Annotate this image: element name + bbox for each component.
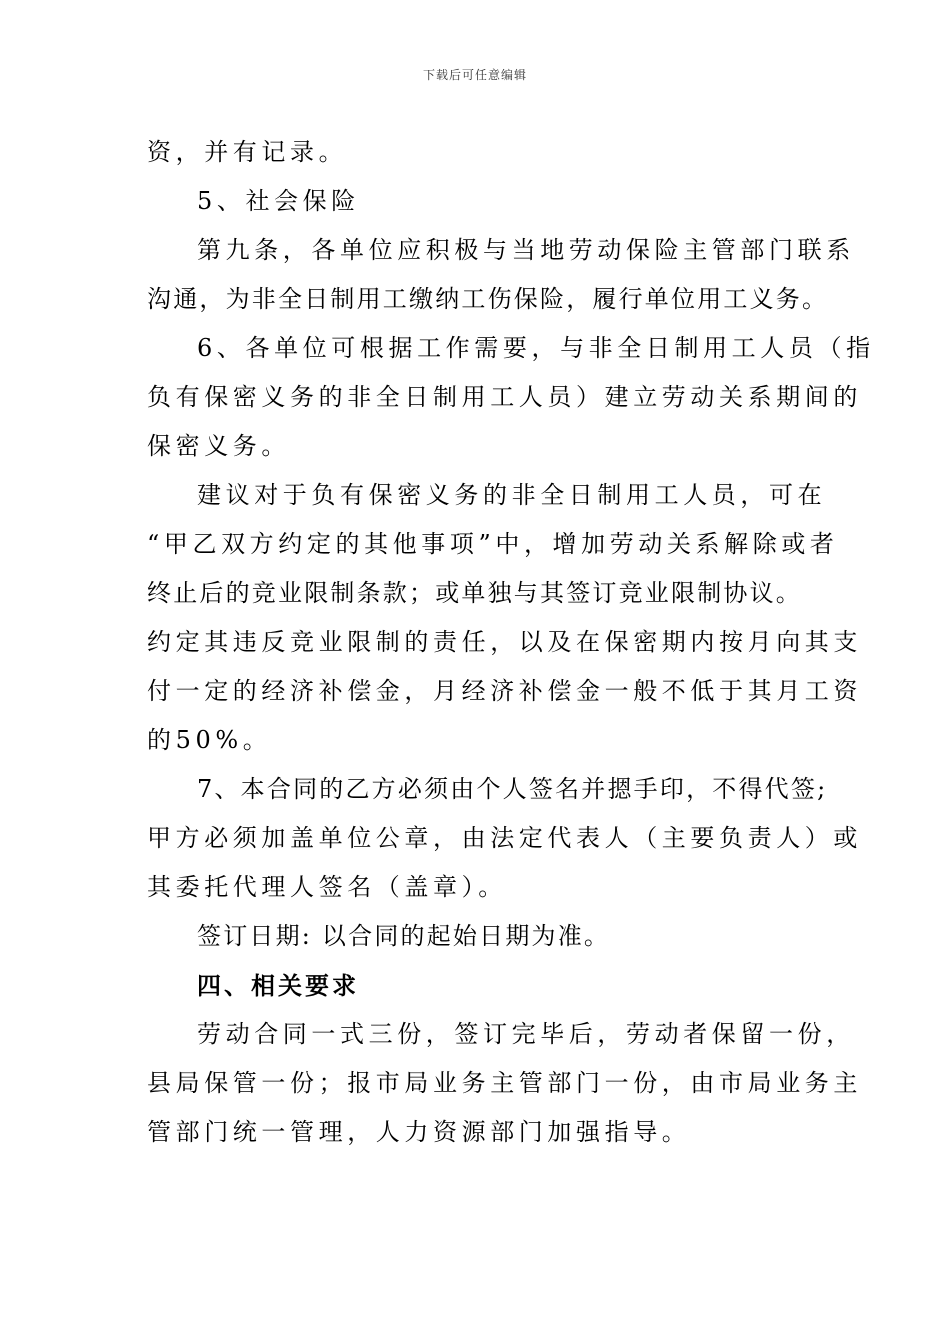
body-line: 保密义务。	[147, 432, 290, 460]
body-line: 付一定的经济补偿金，月经济补偿金一般不低于其月工资	[147, 677, 862, 705]
body-line: 7、本合同的乙方必须由个人签名并摁手印，不得代签;	[197, 775, 828, 803]
body-line: 管部门统一管理，人力资源部门加强指导。	[147, 1118, 691, 1146]
body-line: 甲方必须加盖单位公章，由法定代表人（主要负责人）或	[147, 824, 862, 852]
section-heading-social-insurance: 5、社会保险	[197, 187, 360, 215]
body-line: 6、各单位可根据工作需要，与非全日制用工人员（指	[197, 334, 875, 362]
body-line: 终止后的竞业限制条款；或单独与其签订竞业限制协议。	[147, 579, 802, 607]
section-heading-requirements: 四、相关要求	[197, 971, 359, 1000]
body-line: 约定其违反竞业限制的责任，以及在保密期内按月向其支	[147, 628, 862, 656]
body-line: 劳动合同一式三份，签订完毕后，劳动者保留一份，	[197, 1020, 855, 1048]
body-line: 资，并有记录。	[147, 138, 348, 166]
body-line: 负有保密义务的非全日制用工人员）建立劳动关系期间的	[147, 383, 862, 411]
body-line: 签订日期: 以合同的起始日期为准。	[197, 922, 611, 950]
body-line: 的50%。	[147, 726, 272, 754]
page-header: 下载后可任意编辑	[422, 68, 527, 82]
body-line: “甲乙双方约定的其他事项”中，增加劳动关系解除或者	[147, 530, 839, 558]
body-line: 建议对于负有保密义务的非全日制用工人员，可在	[197, 481, 827, 509]
body-line: 其委托代理人签名（盖章）。	[147, 873, 507, 901]
body-line: 县局保管一份；报市局业务主管部门一份，由市局业务主	[147, 1069, 862, 1097]
document-body	[147, 128, 875, 1157]
body-line: 沟通，为非全日制用工缴纳工伤保险，履行单位用工义务。	[147, 285, 829, 313]
body-line: 第九条，各单位应积极与当地劳动保险主管部门联系	[197, 236, 855, 264]
